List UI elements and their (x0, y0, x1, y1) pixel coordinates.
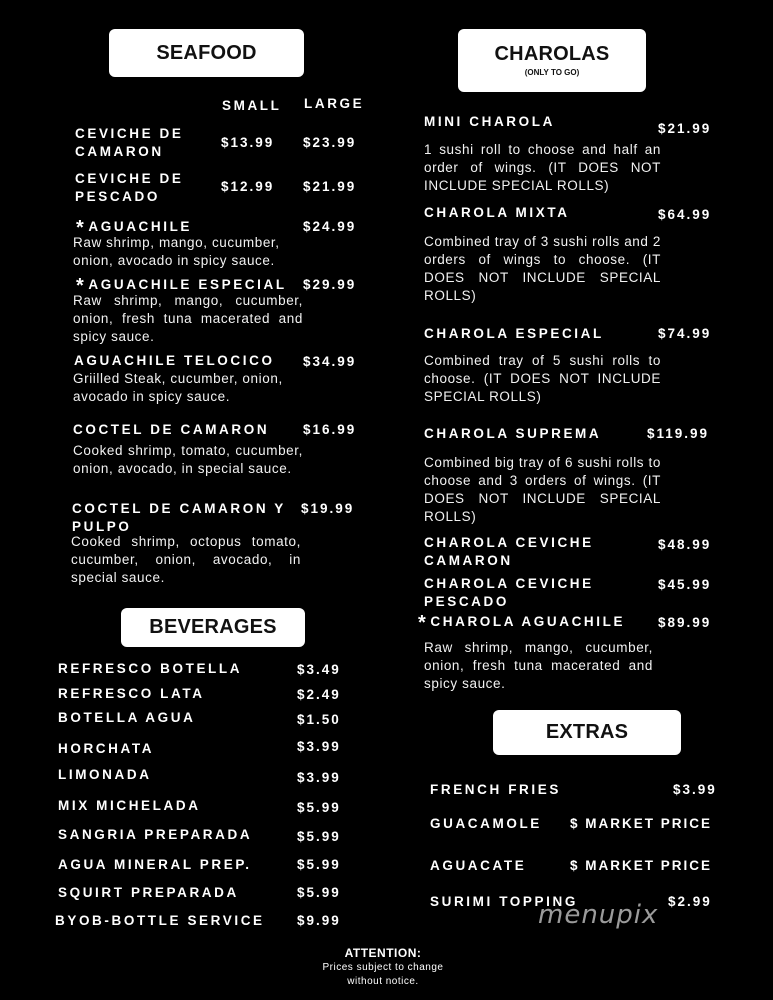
charola-label: CHAROLA AGUACHILE (430, 614, 626, 629)
charola-desc: 1 sushi roll to choose and half an order of wings. (IT DOES NOT INCLUDE SPECIAL ROLLS) (424, 142, 661, 193)
spicy-star-icon: * (76, 275, 87, 297)
menu-item-label: AGUACHILE (88, 219, 193, 234)
beverage-name: AGUA MINERAL PREP. (58, 857, 252, 872)
beverage-name: MIX MICHELADA (58, 798, 201, 813)
menu-item-label: AGUACHILE ESPECIAL (88, 277, 287, 292)
col-small-label: SMALL (222, 98, 282, 113)
charola-name: CHAROLA SUPREMA (424, 426, 602, 441)
beverage-name: SQUIRT PREPARADA (58, 885, 239, 900)
charola-name (418, 612, 626, 634)
menu-item-price: $24.99 (303, 219, 357, 234)
menu-item-name: CEVICHE DE PESCADO (75, 171, 184, 204)
attention-title: ATTENTION: (344, 946, 422, 960)
seafood-header (109, 29, 304, 77)
attention-line1: Prices subject to change (322, 962, 444, 973)
extra-name: SURIMI TOPPING (430, 894, 578, 909)
menu-item-desc: Raw shrimp, mango, cucumber, onion, fresh tuna macerated and spicy sauce. (73, 293, 303, 344)
charola-name: CHAROLA CEVICHE PESCADO (424, 576, 594, 609)
beverages-header (121, 608, 305, 647)
menu-item-name: CEVICHE DE CAMARON (75, 126, 184, 159)
extra-price: $2.99 (668, 894, 712, 909)
beverages-title: BEVERAGES (149, 616, 277, 638)
beverage-name: BOTELLA AGUA (58, 710, 196, 725)
extra-name: FRENCH FRIES (430, 782, 561, 797)
menu-item-name: COCTEL DE CAMARON (73, 422, 270, 437)
charola-desc: Combined tray of 5 sushi rolls to choose. (IT DOES NOT INCLUDE SPECIAL ROLLS) (424, 353, 661, 404)
charola-price: $74.99 (658, 326, 712, 341)
charola-price: $119.99 (647, 426, 710, 441)
charola-name: CHAROLA ESPECIAL (424, 326, 604, 341)
menu-item-desc: Griilled Steak, cucumber, onion, avocado in spicy sauce. (73, 371, 283, 404)
charola-name: CHAROLA MIXTA (424, 205, 570, 220)
charola-price: $48.99 (658, 537, 712, 552)
menu-item-name: AGUACHILE TELOCICO (74, 353, 275, 368)
beverage-price: $3.99 (297, 770, 341, 785)
charola-price: $64.99 (658, 207, 712, 222)
extra-price: $3.99 (673, 782, 717, 797)
charola-price: $21.99 (658, 121, 712, 136)
extras-title: EXTRAS (545, 721, 629, 743)
charola-desc: Raw shrimp, mango, cucumber, onion, fresh tuna macerated and spicy sauce. (424, 640, 653, 691)
extra-price: $ MARKET PRICE (570, 858, 713, 873)
extra-name: AGUACATE (430, 858, 527, 873)
menu-item-desc: Raw shrimp, mango, cucumber, onion, avocado in spicy sauce. (73, 235, 280, 268)
charola-price: $45.99 (658, 577, 712, 592)
menu-item-desc: Cooked shrimp, tomato, cucumber, onion, avocado, in special sauce. (73, 443, 303, 476)
menu-item-price: $16.99 (303, 422, 357, 437)
charola-name: MINI CHAROLA (424, 114, 555, 129)
charolas-header (458, 29, 646, 92)
beverage-name: HORCHATA (58, 741, 155, 756)
menu-item-price-small: $13.99 (221, 135, 275, 150)
menu-item-price-small: $12.99 (221, 179, 275, 194)
watermark-logo: menupix (538, 900, 659, 930)
menu-item-price-large: $21.99 (303, 179, 357, 194)
menu-item-price: $29.99 (303, 277, 357, 292)
beverage-price: $9.99 (297, 913, 341, 928)
beverage-name: BYOB-BOTTLE SERVICE (55, 913, 265, 928)
charolas-subtitle: (ONLY TO GO) (524, 68, 580, 77)
beverage-price: $3.49 (297, 662, 341, 677)
menu-item-price: $34.99 (303, 354, 357, 369)
beverage-price: $5.99 (297, 800, 341, 815)
charola-name: CHAROLA CEVICHE CAMARON (424, 535, 594, 568)
beverage-price: $5.99 (297, 829, 341, 844)
beverage-name: REFRESCO BOTELLA (58, 661, 243, 676)
menu-item-price: $19.99 (301, 501, 355, 516)
charolas-title: CHAROLAS (494, 43, 610, 65)
extra-name: GUACAMOLE (430, 816, 542, 831)
extras-header (493, 710, 681, 755)
beverage-name: REFRESCO LATA (58, 686, 205, 701)
spicy-star-icon: * (418, 612, 429, 634)
beverage-price: $5.99 (297, 857, 341, 872)
charola-desc: Combined big tray of 6 sushi rolls to choose and 3 orders of wings. (IT DOES NOT INCLUDE SPECIAL ROLLS) (424, 455, 661, 524)
charola-price: $89.99 (658, 615, 712, 630)
col-large-label: LARGE (304, 96, 365, 111)
beverage-price: $1.50 (297, 712, 341, 727)
beverage-name: LIMONADA (58, 767, 152, 782)
beverage-name: SANGRIA PREPARADA (58, 827, 253, 842)
menu-item-price-large: $23.99 (303, 135, 357, 150)
beverage-price: $2.49 (297, 687, 341, 702)
charola-desc: Combined tray of 3 sushi rolls and 2 orders of wings to choose. (IT DOES NOT INCLUDE SPECIAL ROLLS) (424, 234, 661, 303)
beverage-price: $3.99 (297, 739, 341, 754)
menu-item-name: COCTEL DE CAMARON Y PULPO (72, 501, 286, 534)
spicy-star-icon: * (76, 217, 87, 239)
attention-line2: without notice. (347, 976, 419, 987)
extra-price: $ MARKET PRICE (570, 816, 713, 831)
menu-item-desc: Cooked shrimp, octopus tomato, cucumber, onion, avocado, in special sauce. (71, 534, 301, 585)
beverage-price: $5.99 (297, 885, 341, 900)
seafood-title: SEAFOOD (156, 42, 257, 64)
